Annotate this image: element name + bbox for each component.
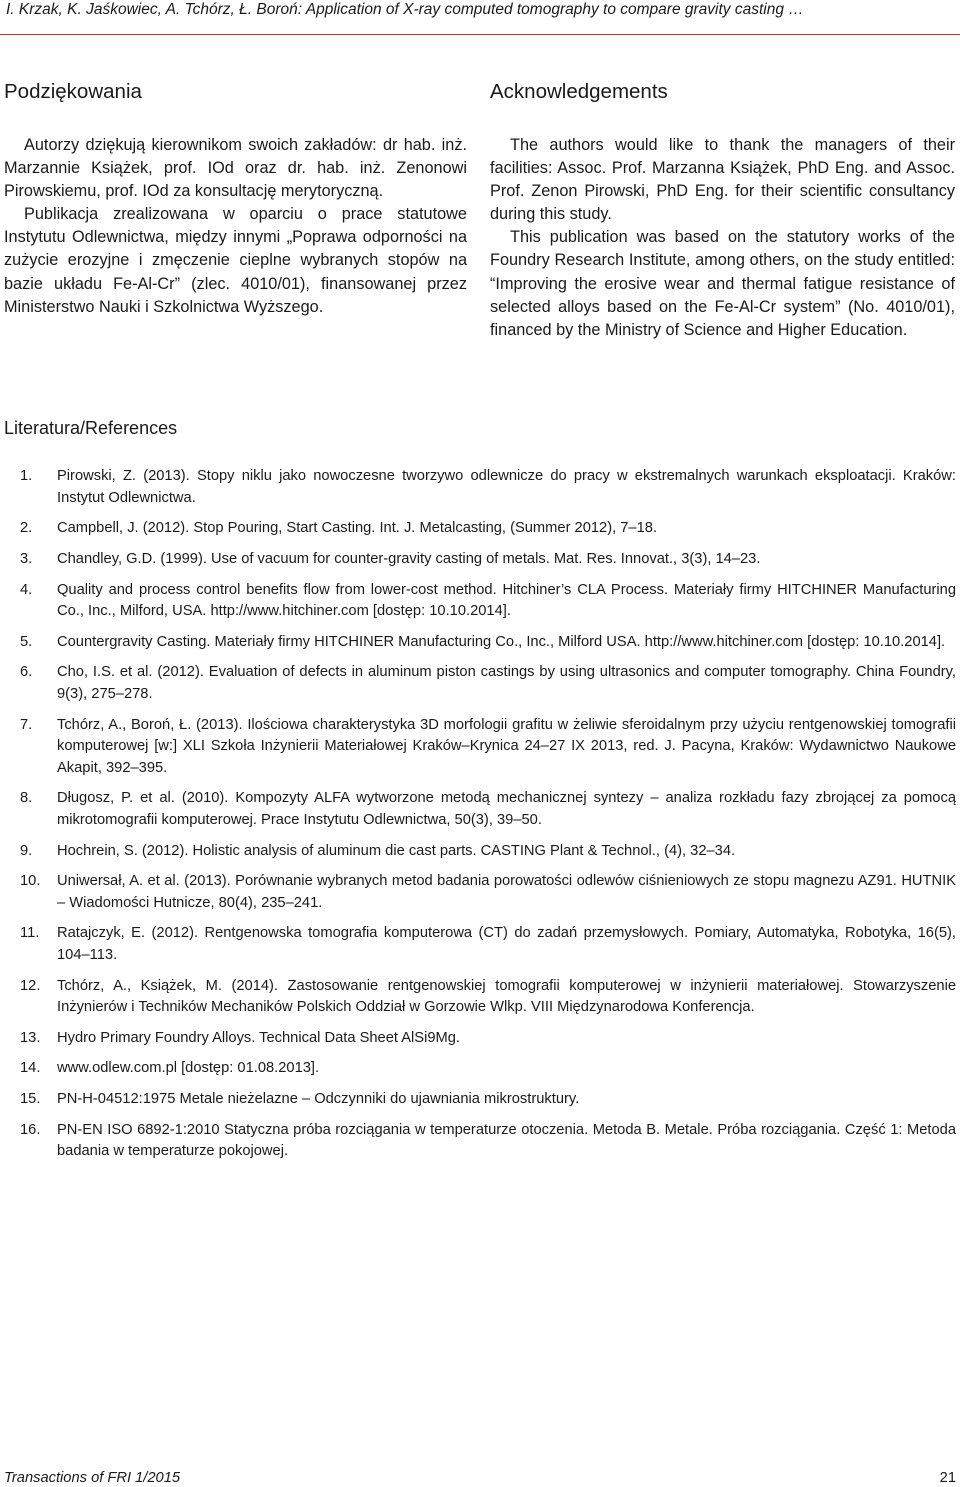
- reference-text: Ratajczyk, E. (2012). Rentgenowska tomografia komputerowa (CT) do zadań przemysłowych. Pomiary, Automatyka, Robotyka, 16(5), 104–113.: [57, 925, 956, 963]
- reference-text: Chandley, G.D. (1999). Use of vacuum for counter-gravity casting of metals. Mat. Res. Innovat., 3(3), 14–23.: [57, 550, 761, 567]
- running-head: I. Krzak, K. Jaśkowiec, A. Tchórz, Ł. Boroń: Application of X-ray computed tomography to compare gravity casting …: [6, 1, 804, 18]
- references-heading: Literatura/References: [4, 418, 178, 438]
- reference-text: Tchórz, A., Boroń, Ł. (2013). Ilościowa charakterystyka 3D morfologii grafitu w żeliwie sferoidalnym przy użyciu rentgenowskiej tomografii komputerowej [w:] XLI Szkoła Inżynierii Materiałowej Kraków–Krynica 24–27 IX 2013, red. J. Pacyna, Kraków: Wydawnictwo Naukowe Akapit, 392–395.: [57, 716, 956, 776]
- reference-number: 6.: [20, 664, 33, 681]
- reference-item: [20, 788, 956, 831]
- reference-text: Campbell, J. (2012). Stop Pouring, Start Casting. Int. J. Metalcasting, (Summer 2012), 7–18.: [57, 520, 658, 537]
- header-rule: [0, 34, 960, 35]
- reference-number: 11.: [20, 925, 40, 942]
- reference-text: PN-EN ISO 6892-1:2010 Statyczna próba rozciągania w temperaturze otoczenia. Metoda B. Metale. Próba rozciągania. Część 1: Metoda badania w temperaturze pokojowej.: [57, 1121, 956, 1160]
- reference-item: [20, 1120, 956, 1163]
- reference-text: www.odlew.com.pl [dostęp: 01.08.2013].: [57, 1060, 320, 1077]
- reference-item: [20, 466, 956, 509]
- reference-number: 5.: [20, 633, 33, 650]
- acknowledgements-heading-pl: Podziękowania: [4, 80, 142, 103]
- reference-text: Countergravity Casting. Materiały firmy HITCHINER Manufacturing Co., Inc., Milford USA. http://www.hitchiner.com [dostęp: 10.10.2014].: [57, 633, 946, 650]
- reference-text: Hydro Primary Foundry Alloys. Technical Data Sheet AlSi9Mg.: [57, 1029, 460, 1046]
- reference-item: [20, 715, 956, 780]
- reference-text: Tchórz, A., Książek, M. (2014). Zastosowanie rentgenowskiej tomografii komputerowej w inżynierii materiałowej. Stowarzyszenie Inżynierów i Techników Mechaników Polskich Oddział w Gorzowie Wlkp. VIII Międzynarodowa Konferencja.: [57, 977, 956, 1016]
- reference-number: 15.: [20, 1091, 41, 1108]
- reference-text: Cho, I.S. et al. (2012). Evaluation of defects in aluminum piston castings by using ultrasonics and computer tomography. China Foundry, 9(3), 275–278.: [57, 664, 956, 702]
- acknowledgements-paragraph-pl-2: Publikacja zrealizowana w oparciu o prace statutowe Instytutu Odlewnictwa, między innymi „Poprawa odporności na zużycie erozyjne i zmęczenie cieplne wybranych stopów na bazie układu Fe-Al-Cr” (zlec. 4010/01), finansowanej przez Ministerstwo Nauki i Szkolnictwa Wyższego.: [4, 205, 467, 316]
- reference-number: 8.: [20, 790, 33, 807]
- reference-item: [20, 549, 956, 571]
- right-column: [490, 78, 955, 342]
- footer-journal-title: Transactions of FRI 1/2015: [4, 1470, 181, 1486]
- reference-text: Quality and process control benefits flow from lower-cost method. Hitchiner’s CLA Process. Materiały firmy HITCHINER Manufacturing Co., Inc., Milford, USA. http://www.hitchiner.com [dostęp: 10.10.2014].: [57, 581, 956, 620]
- reference-item: [20, 871, 956, 914]
- reference-item: [20, 1089, 956, 1111]
- page-footer: [4, 1469, 956, 1487]
- acknowledgements-heading-en: Acknowledgements: [490, 80, 668, 103]
- reference-number: 12.: [20, 977, 41, 994]
- reference-text: Uniwersał, A. et al. (2013). Porównanie wybranych metod badania porowatości odlewów ciśnieniowych ze stopu magnezu AZ91. HUTNIK – Wiadomości Hutnicze, 80(4), 235–241.: [57, 873, 956, 911]
- acknowledgements-paragraph-en-1: The authors would like to thank the managers of their facilities: Assoc. Prof. Marzanna Książek, PhD Eng. and Assoc. Prof. Zenon Pirowski, PhD Eng. for their scientific consultancy during this study.: [490, 136, 955, 224]
- reference-text: Pirowski, Z. (2013). Stopy niklu jako nowoczesne tworzywo odlewnicze do pracy w ekstremalnych warunkach eksploatacji. Kraków: Instytut Odlewnictwa.: [57, 468, 956, 506]
- reference-item: [20, 976, 956, 1019]
- reference-text: Długosz, P. et al. (2010). Kompozyty ALFA wytworzone metodą mechanicznej syntezy – analiza rozkładu fazy zbrojącej za pomocą mikrotomografii komputerowej. Prace Instytutu Odlewnictwa, 50(3), 39–50.: [57, 790, 956, 828]
- reference-number: 3.: [20, 550, 33, 567]
- reference-number: 16.: [20, 1121, 41, 1138]
- reference-item: [20, 580, 956, 623]
- reference-number: 13.: [20, 1029, 41, 1046]
- reference-number: 14.: [20, 1060, 41, 1077]
- acknowledgements-paragraph-en-2: This publication was based on the statutory works of the Foundry Research Institute, among others, on the study entitled: “Improving the erosive wear and thermal fatigue resistance of selected alloys based on the Fe-Al-Cr system” (No. 4010/01), financed by the Ministry of Science and Higher Education.: [490, 228, 955, 339]
- reference-item: [20, 662, 956, 705]
- reference-item: [20, 923, 956, 966]
- reference-number: 9.: [20, 842, 33, 859]
- reference-item: [20, 518, 956, 540]
- page-number: 21: [939, 1470, 956, 1486]
- reference-text: PN-H-04512:1975 Metale nieżelazne – Odczynniki do ujawniania mikrostruktury.: [57, 1091, 580, 1108]
- acknowledgements-paragraph-pl-1: Autorzy dziękują kierownikom swoich zakładów: dr hab. inż. Marzannie Książek, prof. IOd oraz dr. hab. inż. Zenonowi Pirowskiemu, prof. IOd za konsultację merytoryczną.: [4, 136, 467, 201]
- reference-text: Hochrein, S. (2012). Holistic analysis of aluminum die cast parts. CASTING Plant & Technol., (4), 32–34.: [57, 842, 736, 859]
- reference-item: [20, 632, 956, 654]
- reference-number: 2.: [20, 520, 33, 537]
- left-column: [4, 78, 467, 319]
- reference-number: 7.: [20, 716, 33, 733]
- reference-number: 10.: [20, 873, 41, 890]
- reference-number: 1.: [20, 468, 33, 484]
- reference-item: [20, 841, 956, 863]
- reference-number: 4.: [20, 581, 33, 598]
- reference-item: [20, 1058, 956, 1080]
- reference-item: [20, 1028, 956, 1050]
- references-list: [20, 466, 956, 1172]
